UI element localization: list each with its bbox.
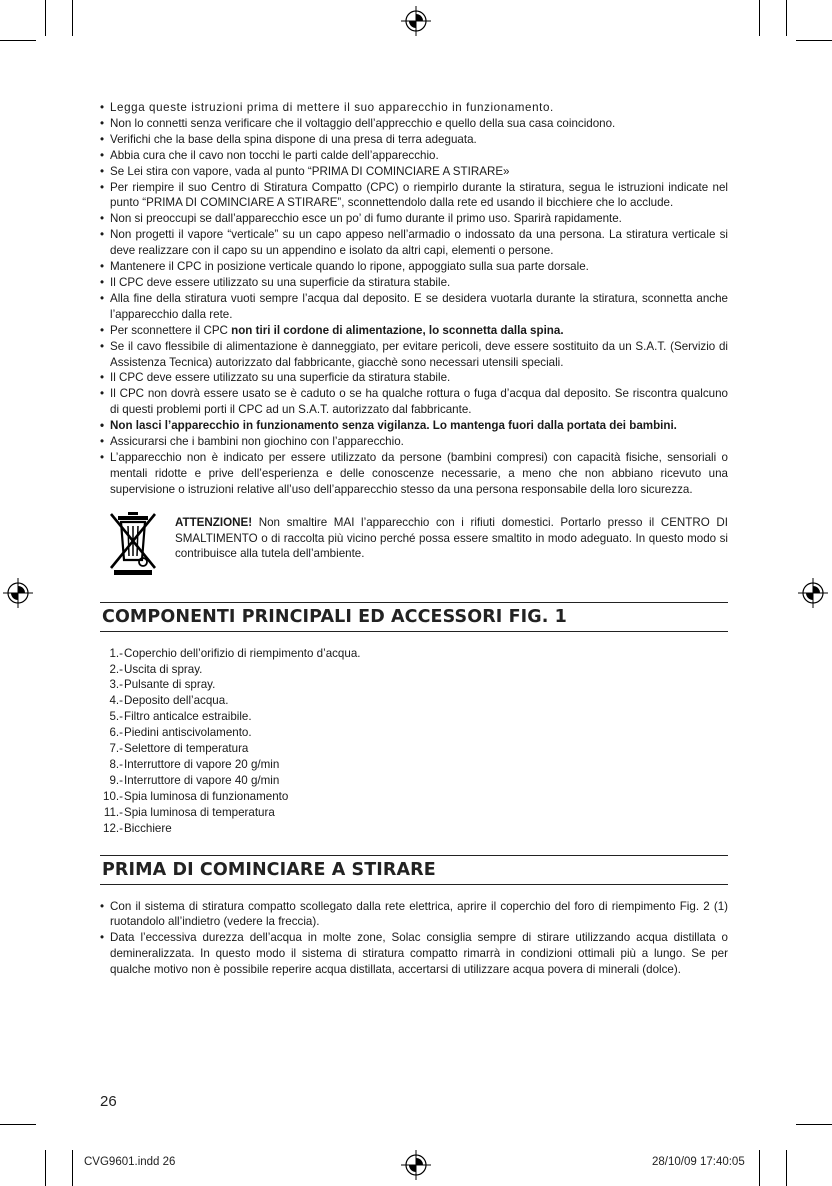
list-item: • Legga queste istruzioni prima di mettere il suo apparecchio in funzionamento. [100,100,728,116]
item-number: 8.- [109,758,123,771]
item-number: 5.- [109,710,123,724]
components-heading: COMPONENTI PRINCIPALI ED ACCESSORI FIG. 1 [100,602,728,632]
list-item [100,789,728,805]
item-text: Interruttore di vapore 40 g/min [124,773,280,787]
crop-mark [0,1124,36,1125]
list-item: • Per riempire il suo Centro di Stiratura Compatto (CPC) o riempirlo durante la stiratura, segua le istruzioni indicate nel punto “PRIMA DI COMINCIARE A STIRARE”, sconnettendolo dalla rete ed usando il bicchiere che lo acclude. [100,180,728,212]
item-text: Coperchio dell’orifizio di riempimento d’acqua. [124,646,361,660]
item-number: 2.- [109,662,123,676]
item-number: 9.- [109,773,123,787]
registration-mark-icon [3,578,33,608]
list-item: • Alla fine della stiratura vuoti sempre l’acqua dal deposito. E se desidera vuotarla durante la stiratura, sconnetta anche l’apparecchio dalla rete. [100,291,728,323]
list-item: • Verifichi che la base della spina dispone di una presa di terra adeguata. [100,132,728,148]
list-item [100,646,728,662]
page-number: 26 [100,1093,117,1110]
item-text: Deposito dell’acqua. [124,694,229,708]
list-item [100,725,728,741]
item-text: Interruttore di vapore 20 g/min [124,758,280,771]
unplug-prefix: Per sconnettere il CPC [110,323,232,337]
registration-mark-icon [401,1150,431,1180]
item-text: Spia luminosa di funzionamento [124,789,289,803]
before-ironing-heading: PRIMA DI COMINCIARE A STIRARE [100,855,728,885]
crop-mark [72,1150,73,1186]
list-item [100,805,728,821]
registration-mark-icon [401,6,431,36]
item-text: Filtro anticalce estraibile. [124,710,252,724]
crop-mark [796,1124,832,1125]
item-text: Selettore di temperatura [124,742,249,756]
list-item [100,662,728,678]
list-item [100,821,728,837]
item-number: 11.- [103,805,123,819]
crop-mark [796,40,832,41]
crop-mark [786,0,787,36]
crop-mark [72,0,73,36]
list-item: • Assicurarsi che i bambini non giochino con l’apparecchio. [100,434,728,450]
item-text: Bicchiere [124,821,172,835]
item-number: 6.- [109,726,123,740]
crop-mark [45,1150,46,1186]
crop-mark [759,0,760,36]
list-item: • Se il cavo flessibile di alimentazione è danneggiato, per evitare pericoli, deve essere sostituito da un S.A.T. (Servizio di Assistenza Tecnica) autorizzato dal fabbricante, giacchè sono necessari utensili speciali. [100,339,728,371]
list-item: • Con il sistema di stiratura compatto scollegato dalla rete elettrica, aprire il coperchio del foro di riempimento Fig. 2 (1) ruotandolo all’indietro (vedere la freccia). [100,899,728,931]
item-text: Uscita di spray. [124,662,203,676]
list-item: • Non si preoccupi se dall’apparecchio esce un po’ di fumo durante il primo uso. Sparirà rapidamente. [100,211,728,227]
crop-mark [45,0,46,36]
attention-body: Non smaltire MAI l’apparecchio con i rifiuti domestici. Portarlo presso il CENTRO DI SMALTIMENTO o di raccolta più vicino perché possa essere smaltito in modo adeguato. In questo modo si contribuisce alla tutela dell’ambiente. [175,515,728,561]
slug-filename: CVG9601.indd 26 [84,1156,176,1168]
list-item: • L’apparecchio non è indicato per essere utilizzato da persone (bambini compresi) con capacità fisiche, sensoriali o mentali ridotte e prive dell’esperienza e delle conoscenze necessarie, a meno che non abbiano ricevuto una supervisione o istruzioni relative all’uso dell’apparecchio stesso da una persona responsabile della loro sicurezza. [100,450,728,498]
before-ironing-instructions [100,899,728,979]
crop-mark [786,1150,787,1186]
warning-item: • Non lasci l’apparecchio in funzionamento senza vigilanza. Lo mantenga fuori dalla portata dei bambini. [100,418,728,434]
item-text: Pulsante di spray. [124,678,216,692]
registration-mark-icon [798,578,828,608]
item-number: 12.- [103,821,123,835]
unplug-emphasis: non tiri il cordone di alimentazione, lo sconnetta dalla spina. [231,323,564,337]
item-number: 1.- [109,646,123,660]
disposal-text [175,515,728,563]
crossed-out-bin-icon [108,510,158,576]
disposal-notice [100,508,728,578]
item-number: 3.- [109,678,123,692]
item-text: Spia luminosa di temperatura [124,805,275,819]
list-item [100,693,728,709]
list-item: • Il CPC deve essere utilizzato su una superficie da stiratura stabile. [100,275,728,291]
item-number: 7.- [109,742,123,756]
item-number: 4.- [109,694,123,708]
slug-timestamp: 28/10/09 17:40:05 [652,1156,745,1168]
list-item [100,757,728,773]
crop-mark [759,1150,760,1186]
list-item [100,677,728,693]
list-item: • Abbia cura che il cavo non tocchi le parti calde dell’apparecchio. [100,148,728,164]
list-item [100,323,728,339]
components-list [100,646,728,837]
list-item [100,773,728,789]
list-item: • Il CPC deve essere utilizzato su una superficie da stiratura stabile. [100,370,728,386]
list-item [100,741,728,757]
list-item: • Non progetti il vapore “verticale” su un capo appeso nell’armadio o indossato da una persona. La stiratura verticale si deve realizzare con il capo su un appendino e isolato da altri capi, elementi o persone. [100,227,728,259]
list-item: • Mantenere il CPC in posizione verticale quando lo ripone, appoggiato sulla sua parte dorsale. [100,259,728,275]
list-item: • Il CPC non dovrà essere usato se è caduto o se ha qualche rottura o fuga d’acqua dal deposito. Se riscontra qualcuno di questi problemi porti il CPC ad un S.A.T. autorizzato dal fabbricante. [100,386,728,418]
item-text: Piedini antiscivolamento. [124,726,252,740]
safety-instructions [100,100,728,498]
page-content [100,100,728,978]
list-item: • Non lo connetti senza verificare che il voltaggio dell’apprecchio e quello della sua casa coincidono. [100,116,728,132]
list-item: • Se Lei stira con vapore, vada al punto “PRIMA DI COMINCIARE A STIRARE» [100,164,728,180]
item-number: 10.- [103,789,123,803]
crop-mark [0,40,36,41]
list-item [100,709,728,725]
list-item: • Data l’eccessiva durezza dell’acqua in molte zone, Solac consiglia sempre di stirare utilizzando acqua distillata o demineralizzata. In questo modo il sistema di stiratura compatto rimarrà in condizioni ottimali più a lungo. Se per qualche motivo non è possibile reperire acqua distillata, accertarsi di utilizzare acqua povera di minerali (dolce). [100,930,728,978]
attention-label: ATTENZIONE! [175,515,253,529]
